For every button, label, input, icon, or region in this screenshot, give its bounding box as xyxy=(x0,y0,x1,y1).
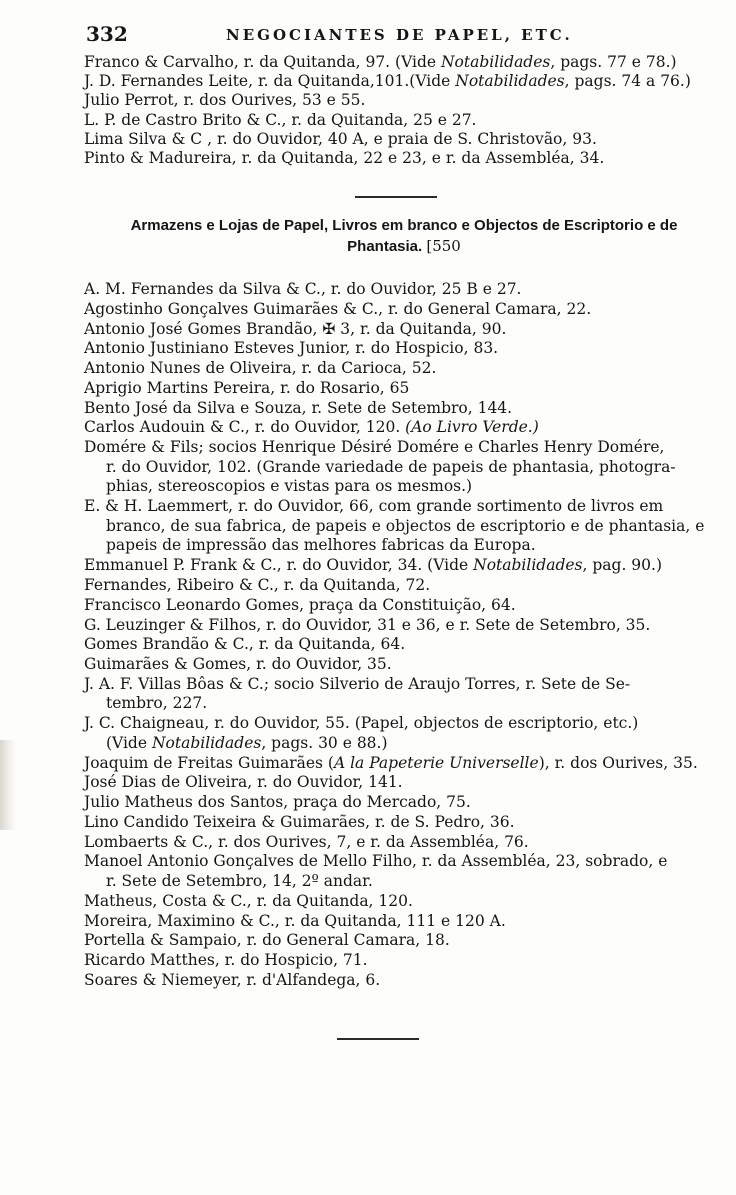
entry-text: L. P. de Castro Brito & C., r. da Quitanda, 25 e 27. xyxy=(84,110,477,129)
entry-line xyxy=(84,951,724,971)
entry-line xyxy=(84,773,724,793)
entry-line xyxy=(84,556,724,576)
entry-line xyxy=(84,320,724,340)
page-number: 332 xyxy=(86,22,128,46)
entry-text: Lima Silva & C , r. do Ouvidor, 40 A, e praia de S. Christovão, 93. xyxy=(84,129,597,148)
directory-entry xyxy=(84,714,724,753)
directory-entry xyxy=(84,813,724,833)
section-heading xyxy=(84,216,724,257)
entry-text: Matheus, Costa & C., r. da Quitanda, 120. xyxy=(84,891,413,910)
section-divider-top xyxy=(355,196,437,198)
entry-text: Francisco Leonardo Gomes, praça da Constituição, 64. xyxy=(84,595,516,614)
entry-text: , pags. 74 a 76.) xyxy=(564,72,691,91)
entry-line xyxy=(84,872,724,892)
entry-line xyxy=(84,517,724,537)
entry-text: Ricardo Matthes, r. do Hospicio, 71. xyxy=(84,951,368,970)
entry-line xyxy=(84,379,724,399)
directory-entry xyxy=(84,418,724,438)
directory-entry xyxy=(84,912,724,932)
entry-italic-text: (Ao Livro Verde.) xyxy=(405,418,539,437)
entry-line xyxy=(84,418,724,438)
entry-text: branco, de sua fabrica, de papeis e objectos de escriptorio e de phantasia, e xyxy=(106,516,705,535)
entry-italic-text: Notabilidades xyxy=(440,53,551,71)
entry-line xyxy=(84,359,724,379)
entry-text: A. M. Fernandes da Silva & C., r. do Ouvidor, 25 B e 27. xyxy=(84,280,522,298)
entry-line xyxy=(84,892,724,912)
directory-entry xyxy=(84,675,724,714)
entry-text: Antonio José Gomes Brandão, ✠ 3, r. da Quitanda, 90. xyxy=(84,319,507,338)
directory-entry xyxy=(84,438,724,497)
directory-entry xyxy=(84,72,724,92)
entry-text: G. Leuzinger & Filhos, r. do Ouvidor, 31 e 36, e r. Sete de Setembro, 35. xyxy=(84,615,651,634)
directory-entry xyxy=(84,280,724,300)
directory-entry xyxy=(84,596,724,616)
entry-text: phias, stereoscopios e vistas para os mesmos.) xyxy=(106,477,473,495)
directory-entry xyxy=(84,556,724,576)
directory-entry xyxy=(84,971,724,991)
entry-text: Fernandes, Ribeiro & C., r. da Quitanda, 72. xyxy=(84,576,431,595)
entry-text: Julio Matheus dos Santos, praça do Mercado, 75. xyxy=(84,793,471,812)
entry-text: Emmanuel P. Frank & C., r. do Ouvidor, 34. (Vide xyxy=(84,556,474,575)
page-header xyxy=(0,22,736,48)
entry-text: Portella & Sampaio, r. do General Camara, 18. xyxy=(84,931,450,950)
entry-line xyxy=(84,300,724,320)
entry-text: ), r. dos Ourives, 35. xyxy=(538,753,698,772)
entry-text: José Dias de Oliveira, r. do Ouvidor, 141. xyxy=(84,773,403,792)
entry-text: Antonio Nunes de Oliveira, r. da Carioca, 52. xyxy=(84,359,437,377)
entry-line xyxy=(84,458,724,478)
entry-line xyxy=(84,53,724,73)
entry-line xyxy=(84,754,724,774)
directory-entry xyxy=(84,833,724,853)
entry-line xyxy=(84,149,724,169)
directory-entry xyxy=(84,53,724,73)
entry-text: Manoel Antonio Gonçalves de Mello Filho, r. da Assembléa, 23, sobrado, e xyxy=(84,852,668,871)
entry-text: Lino Candido Teixeira & Guimarães, r. de S. Pedro, 36. xyxy=(84,812,515,831)
entry-italic-text: A la Papeterie Universelle xyxy=(333,753,539,772)
directory-entry xyxy=(84,852,724,891)
entry-line xyxy=(84,576,724,596)
entry-text: r. do Ouvidor, 102. (Grande variedade de papeis de phantasia, photogra- xyxy=(106,457,676,476)
entry-line xyxy=(84,793,724,813)
entry-text: , pags. 30 e 88.) xyxy=(261,733,388,752)
entry-line xyxy=(84,694,724,714)
entry-line xyxy=(84,813,724,833)
entry-text: J. A. F. Villas Bôas & C.; socio Silverio de Araujo Torres, r. Sete de Se- xyxy=(84,674,631,693)
section-title-line2: Phantasia. xyxy=(347,238,423,255)
directory-entry xyxy=(84,130,724,150)
entry-text: Soares & Niemeyer, r. d'Alfandega, 6. xyxy=(84,970,381,989)
entry-italic-text: Notabilidades xyxy=(473,556,583,575)
entry-text: Antonio Justiniano Esteves Junior, r. do Hospicio, 83. xyxy=(84,339,499,358)
directory-entry xyxy=(84,576,724,596)
running-title: NEGOCIANTES DE PAPEL, ETC. xyxy=(226,26,573,44)
entry-italic-text: Notabilidades xyxy=(455,72,565,91)
entry-text: J. C. Chaigneau, r. do Ouvidor, 55. (Papel, objectos de escriptorio, etc.) xyxy=(84,714,639,733)
entry-line xyxy=(84,111,724,131)
entry-line xyxy=(84,536,724,556)
page-edge-shadow xyxy=(0,740,16,830)
entry-text: Pinto & Madureira, r. da Quitanda, 22 e 23, e r. da Assembléa, 34. xyxy=(84,149,605,167)
entry-line xyxy=(84,734,724,754)
entry-text: papeis de impressão das melhores fabricas da Europa. xyxy=(106,536,536,555)
directory-entry xyxy=(84,111,724,131)
directory-entry xyxy=(84,300,724,320)
directory-entry xyxy=(84,91,724,111)
entry-text: Agostinho Gonçalves Guimarães & C., r. do General Camara, 22. xyxy=(84,299,592,318)
directory-entry xyxy=(84,635,724,655)
directory-entry xyxy=(84,616,724,636)
entry-italic-text: Notabilidades xyxy=(151,733,262,752)
entry-text: Lombaerts & C., r. dos Ourives, 7, e r. da Assembléa, 76. xyxy=(84,832,529,851)
entry-line xyxy=(84,931,724,951)
entry-line xyxy=(84,91,724,111)
entry-line xyxy=(84,714,724,734)
section-title-line1: Armazens e Lojas de Papel, Livros em branco e Objectos de Escriptorio e de xyxy=(130,217,678,234)
entry-text: r. Sete de Setembro, 14, 2º andar. xyxy=(106,871,373,890)
entry-text: E. & H. Laemmert, r. do Ouvidor, 66, com grande sortimento de livros em xyxy=(84,497,664,516)
entry-text: , pags. 77 e 78.) xyxy=(550,53,677,71)
entry-text: Guimarães & Gomes, r. do Ouvidor, 35. xyxy=(84,655,392,674)
directory-entry xyxy=(84,951,724,971)
entry-text: tembro, 227. xyxy=(106,694,208,713)
directory-entry xyxy=(84,892,724,912)
entry-text: Franco & Carvalho, r. da Quitanda, 97. (Vide xyxy=(84,53,441,71)
directory-entry xyxy=(84,655,724,675)
entry-line xyxy=(84,635,724,655)
entry-text: Moreira, Maximino & C., r. da Quitanda, 111 e 120 A. xyxy=(84,911,506,930)
entry-text: J. D. Fernandes Leite, r. da Quitanda,101.(Vide xyxy=(84,72,456,91)
entry-text: , pag. 90.) xyxy=(582,556,662,575)
entry-line xyxy=(84,912,724,932)
entry-text: Domére & Fils; socios Henrique Désiré Domére e Charles Henry Domére, xyxy=(84,438,665,456)
entry-line xyxy=(84,339,724,359)
entry-line xyxy=(84,438,724,458)
entry-text: Carlos Audouin & C., r. do Ouvidor, 120. xyxy=(84,418,406,437)
entry-text: Joaquim de Freitas Guimarães ( xyxy=(84,753,334,772)
entry-line xyxy=(84,477,724,497)
entry-line xyxy=(84,130,724,150)
directory-entry xyxy=(84,931,724,951)
entry-text: Julio Perrot, r. dos Ourives, 53 e 55. xyxy=(84,91,366,110)
entry-line xyxy=(84,852,724,872)
entry-line xyxy=(84,616,724,636)
entry-line xyxy=(84,399,724,419)
section-divider-bottom xyxy=(337,1038,419,1040)
entry-line xyxy=(84,72,724,92)
entry-line xyxy=(84,971,724,991)
entry-text: (Vide xyxy=(106,733,152,752)
section-count: [550 xyxy=(426,237,461,255)
entry-text: Bento José da Silva e Souza, r. Sete de Setembro, 144. xyxy=(84,398,513,417)
directory-entry xyxy=(84,497,724,556)
entry-line xyxy=(84,675,724,695)
directory-entry xyxy=(84,773,724,793)
directory-entry xyxy=(84,339,724,359)
entry-line xyxy=(84,833,724,853)
directory-entry xyxy=(84,754,724,774)
entry-line xyxy=(84,596,724,616)
directory-entry xyxy=(84,793,724,813)
entry-line xyxy=(84,655,724,675)
directory-entry xyxy=(84,149,724,169)
directory-entry xyxy=(84,379,724,399)
section-title-line2-wrap xyxy=(84,236,724,257)
entry-line xyxy=(84,497,724,517)
entry-text: Aprigio Martins Pereira, r. do Rosario, 65 xyxy=(84,378,410,397)
directory-entry xyxy=(84,399,724,419)
entry-text: Gomes Brandão & C., r. da Quitanda, 64. xyxy=(84,635,406,654)
entry-line xyxy=(84,280,724,300)
directory-entry xyxy=(84,359,724,379)
directory-entry xyxy=(84,320,724,340)
